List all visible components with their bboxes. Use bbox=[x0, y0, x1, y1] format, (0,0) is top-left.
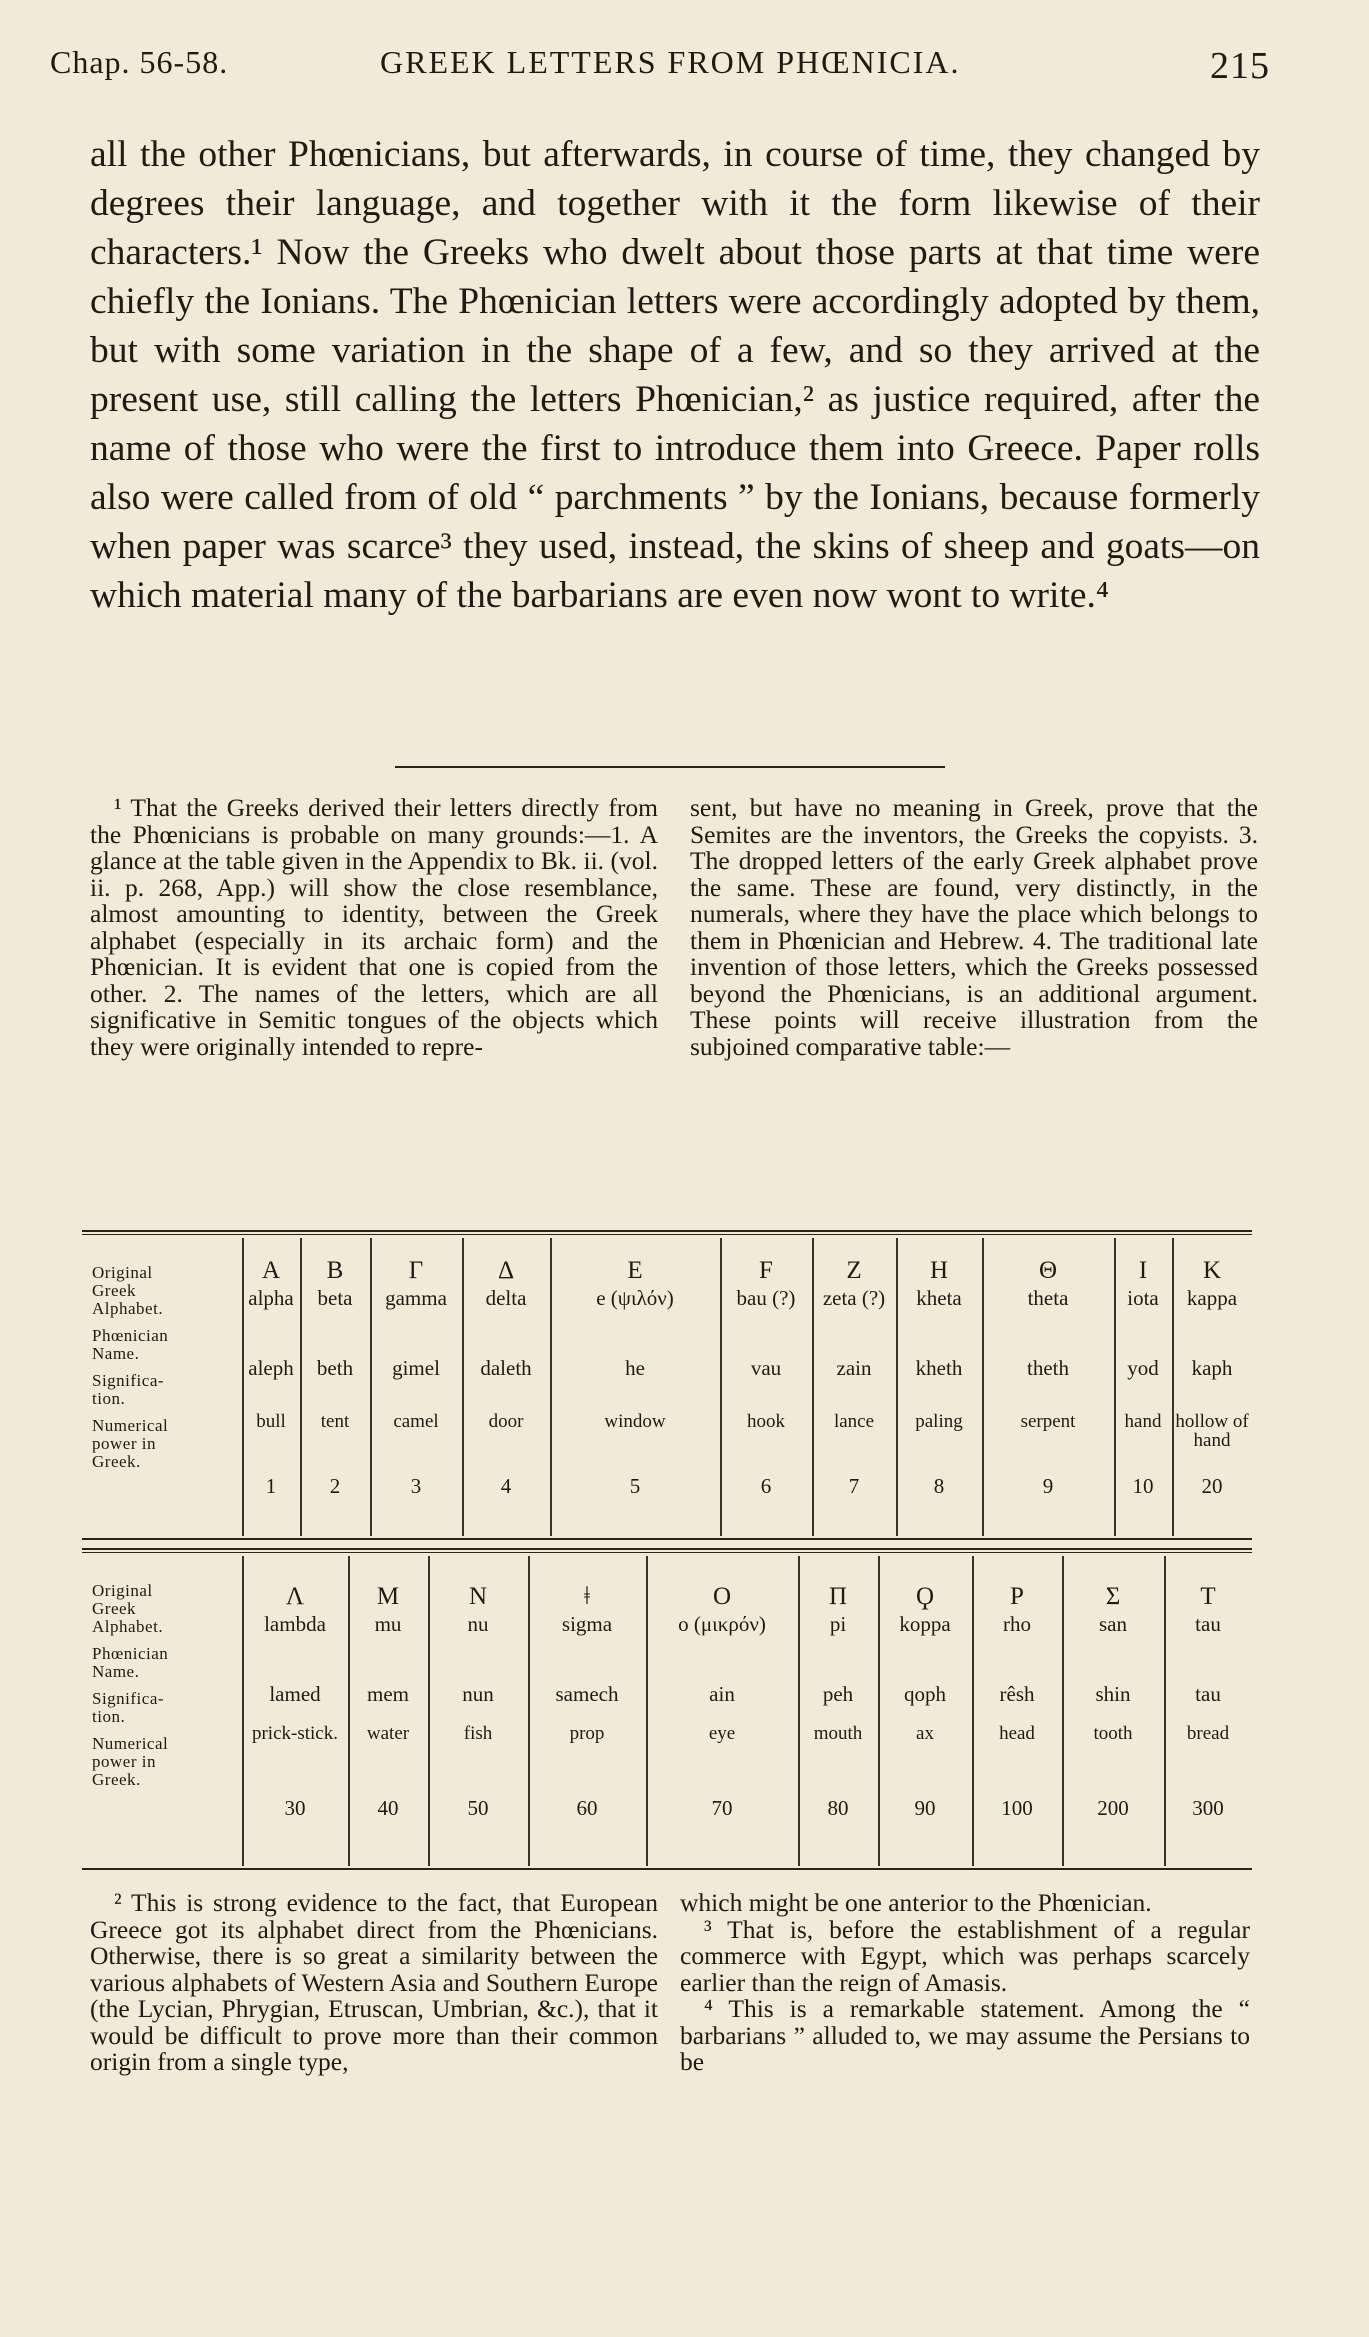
cell-meaning: water bbox=[366, 1723, 410, 1744]
cell-greek: lambda bbox=[264, 1612, 326, 1636]
footnote-2-left bbox=[90, 1890, 658, 2076]
cell-phoenician: rêsh bbox=[999, 1682, 1035, 1706]
main-paragraph: all the other Phœnicians, but afterwards, in course of time, they changed by degrees their language, and together with it the form likewise of their characters.¹ Now the Greeks who dwelt about those parts at that time were chiefly the Ionians. The Phœnician letters were accordingly adopted by them, but with some variation in the shape of a few, and so they arrived at the present use, still calling the letters Phœnician,² as justice required, after the name of those who were the first to introduce them into Greece. Paper rolls also were called from of old “ parchments ” by the Ionians, because formerly when paper was scarce³ they used, instead, the skins of sheep and goats—on which material many of the barbarians are even now wont to write.⁴ bbox=[90, 134, 1260, 616]
cell-symbol: Δ bbox=[497, 1257, 515, 1284]
cell-phoenician: zain bbox=[836, 1356, 872, 1380]
cell-symbol: A bbox=[261, 1257, 281, 1284]
cell-number: 4 bbox=[500, 1474, 512, 1498]
alphabet-table-1 bbox=[82, 1230, 1252, 1540]
cell-greek: delta bbox=[485, 1286, 527, 1310]
cell-number: 70 bbox=[711, 1796, 733, 1820]
label-phoenician-name: Phœnician Name. bbox=[92, 1326, 169, 1363]
cell-phoenician: gimel bbox=[392, 1356, 440, 1380]
cell-number: 2 bbox=[329, 1474, 341, 1498]
cell-meaning: tooth bbox=[1093, 1723, 1133, 1744]
cell-greek: alpha bbox=[248, 1286, 294, 1310]
footnote-2-text: ² This is strong evidence to the fact, that European Greece got its alphabet direct from the Phœnicians. Otherwise, there is so great a similarity between the various alphabets of Western Asia and Southern Europe (the Lycian, Phrygian, Etruscan, Umbrian, &c.), that it would be difficult to prove more than their common origin from a single type, bbox=[90, 1888, 658, 2076]
cell-number: 300 bbox=[1192, 1796, 1224, 1820]
cell-symbol: N bbox=[468, 1583, 488, 1610]
cell-phoenician: lamed bbox=[269, 1682, 321, 1706]
cell-greek: o (μικρόν) bbox=[678, 1612, 766, 1636]
cell-symbol: E bbox=[627, 1257, 643, 1284]
cell-greek: kheta bbox=[916, 1286, 962, 1310]
cell-symbol: Ϙ bbox=[915, 1583, 935, 1610]
cell-number: 7 bbox=[848, 1474, 860, 1498]
cell-number: 30 bbox=[284, 1796, 306, 1820]
cell-phoenician: kheth bbox=[915, 1356, 963, 1380]
cell-meaning: ax bbox=[916, 1723, 934, 1744]
cell-number: 20 bbox=[1201, 1474, 1223, 1498]
cell-number: 90 bbox=[914, 1796, 936, 1820]
cell-phoenician: beth bbox=[316, 1356, 354, 1380]
cell-phoenician: yod bbox=[1127, 1356, 1159, 1380]
cell-greek: beta bbox=[317, 1286, 353, 1310]
cell-symbol: Σ bbox=[1105, 1583, 1121, 1610]
row-labels bbox=[92, 1582, 242, 1798]
table-rule bbox=[82, 1548, 1252, 1550]
footnote-4-text: ⁴ This is a remarkable statement. Among the “ barbarians ” alluded to, we may assume the Persians to be bbox=[680, 1994, 1250, 2076]
cell-greek: theta bbox=[1027, 1286, 1069, 1310]
cell-meaning: mouth bbox=[813, 1723, 863, 1744]
label-original-alphabet: Original Greek Alphabet. bbox=[92, 1581, 164, 1636]
cell-symbol: Π bbox=[828, 1583, 848, 1610]
cell-symbol: H bbox=[929, 1257, 949, 1284]
footnote-3-text: ³ That is, before the establishment of a regular commerce with Egypt, which was perhaps scarcely earlier than the reign of Amasis. bbox=[680, 1914, 1250, 1997]
running-header bbox=[50, 44, 1270, 92]
cell-meaning: door bbox=[488, 1411, 524, 1432]
cell-greek: mu bbox=[374, 1612, 402, 1636]
cell-number: 80 bbox=[827, 1796, 849, 1820]
table-rule bbox=[82, 1230, 1252, 1232]
cell-phoenician: aleph bbox=[248, 1356, 294, 1380]
cell-number: 8 bbox=[933, 1474, 945, 1498]
cell-number: 60 bbox=[576, 1796, 598, 1820]
cell-greek: iota bbox=[1127, 1286, 1159, 1310]
cell-number: 40 bbox=[377, 1796, 399, 1820]
cell-number: 6 bbox=[760, 1474, 772, 1498]
footnote-1-left bbox=[90, 795, 658, 1060]
cell-number: 200 bbox=[1097, 1796, 1129, 1820]
cell-phoenician: kaph bbox=[1191, 1356, 1233, 1380]
label-numerical-power: Numerical power in Greek. bbox=[92, 1734, 169, 1789]
cell-meaning: lance bbox=[833, 1411, 875, 1432]
cell-symbol: F bbox=[759, 1257, 773, 1284]
cell-number: 10 bbox=[1132, 1474, 1154, 1498]
cell-symbol: I bbox=[1138, 1257, 1148, 1284]
cell-meaning: hook bbox=[747, 1411, 785, 1432]
cell-symbol: Γ bbox=[408, 1257, 424, 1284]
cell-phoenician: vau bbox=[750, 1356, 782, 1380]
cell-symbol: ǂ bbox=[583, 1583, 591, 1610]
cell-meaning: fish bbox=[463, 1723, 493, 1744]
cell-greek: koppa bbox=[899, 1612, 951, 1636]
table-rule bbox=[82, 1552, 1252, 1553]
cell-phoenician: shin bbox=[1095, 1682, 1131, 1706]
cell-greek: tau bbox=[1195, 1612, 1221, 1636]
cell-meaning: head bbox=[999, 1723, 1035, 1744]
label-phoenician-name: Phœnician Name. bbox=[92, 1644, 169, 1681]
cell-greek: nu bbox=[467, 1612, 489, 1636]
cell-greek: rho bbox=[1003, 1612, 1031, 1636]
cell-greek: bau (?) bbox=[736, 1286, 796, 1310]
cell-number: 1 bbox=[265, 1474, 277, 1498]
table-rule bbox=[82, 1538, 1252, 1540]
footnote-1-text-left: ¹ That the Greeks derived their letters directly from the Phœnicians is probable on many grounds:—1. A glance at the table given in the Appendix to Bk. ii. (vol. ii. p. 268, App.) will show the close resemblance, almost amounting to identity, between the Greek alphabet (especially in its archaic form) and the Phœnician. It is evident that one is copied from the other. 2. The names of the letters, which are all significative in Semitic tongues of the objects which they were originally intended to repre- bbox=[90, 793, 658, 1061]
alphabet-table-2 bbox=[82, 1548, 1252, 1870]
cell-phoenician: nun bbox=[462, 1682, 494, 1706]
cell-meaning: prop bbox=[569, 1723, 605, 1744]
label-original-alphabet: Original Greek Alphabet. bbox=[92, 1263, 164, 1318]
cell-meaning: prick-stick. bbox=[251, 1723, 338, 1744]
cell-number: 3 bbox=[410, 1474, 422, 1498]
label-signification: Significa- tion. bbox=[92, 1689, 165, 1726]
page-title: GREEK LETTERS FROM PHŒNICIA. bbox=[380, 44, 961, 80]
cell-meaning: camel bbox=[393, 1411, 439, 1432]
cell-phoenician: qoph bbox=[904, 1682, 946, 1706]
cell-phoenician: theth bbox=[1027, 1356, 1069, 1380]
cell-meaning: eye bbox=[708, 1723, 736, 1744]
cell-meaning: bull bbox=[256, 1411, 286, 1432]
cell-meaning: tent bbox=[320, 1411, 350, 1432]
footnote-separator bbox=[395, 766, 945, 768]
cell-phoenician: tau bbox=[1195, 1682, 1221, 1706]
cell-meaning: hand bbox=[1124, 1411, 1162, 1432]
cell-meaning: bread bbox=[1186, 1723, 1230, 1744]
label-numerical-power: Numerical power in Greek. bbox=[92, 1416, 169, 1471]
table-rule bbox=[82, 1234, 1252, 1235]
cell-phoenician: mem bbox=[367, 1682, 409, 1706]
cell-number: 9 bbox=[1042, 1474, 1054, 1498]
cell-meaning: window bbox=[604, 1411, 666, 1432]
cell-symbol: T bbox=[1200, 1583, 1216, 1610]
cell-meaning: paling bbox=[915, 1411, 963, 1432]
cell-greek: kappa bbox=[1186, 1286, 1238, 1310]
cell-symbol: Θ bbox=[1038, 1257, 1058, 1284]
footnote-1-text-right: sent, but have no meaning in Greek, prove that the Semites are the inventors, the Greeks the copyists. 3. The dropped letters of the early Greek alphabet prove the same. These are found, very distinctly, in the numerals, where they have the place which belongs to them in Phœnician and Hebrew. 4. The traditional late invention of those letters, which the Greeks possessed beyond the Phœnicians, is an additional argument. These points will receive illustration from the subjoined comparative table:— bbox=[690, 793, 1258, 1061]
cell-meaning: hollow of hand bbox=[1175, 1411, 1249, 1451]
cell-greek: sigma bbox=[561, 1612, 613, 1636]
cell-symbol: P bbox=[1010, 1583, 1024, 1610]
cell-phoenician: he bbox=[625, 1356, 645, 1380]
chapter-ref: Chap. 56-58. bbox=[50, 44, 229, 80]
cell-greek: gamma bbox=[385, 1286, 447, 1310]
cell-symbol: B bbox=[326, 1257, 344, 1284]
cell-number: 5 bbox=[629, 1474, 641, 1498]
cell-symbol: K bbox=[1202, 1257, 1222, 1284]
row-labels bbox=[92, 1264, 242, 1480]
footnote-2-continued: which might be one anterior to the Phœnician. bbox=[680, 1888, 1152, 1917]
cell-phoenician: peh bbox=[822, 1682, 854, 1706]
footnote-1-right bbox=[690, 795, 1258, 1060]
cell-greek: e (ψιλόν) bbox=[596, 1286, 674, 1310]
cell-meaning: serpent bbox=[1020, 1411, 1076, 1432]
cell-phoenician: daleth bbox=[480, 1356, 532, 1380]
cell-greek: pi bbox=[829, 1612, 847, 1636]
cell-symbol: M bbox=[376, 1583, 400, 1610]
table-rule bbox=[82, 1868, 1252, 1870]
cell-phoenician: samech bbox=[555, 1682, 619, 1706]
cell-symbol: Λ bbox=[285, 1583, 305, 1610]
page-number: 215 bbox=[1210, 45, 1270, 87]
cell-greek: san bbox=[1099, 1612, 1127, 1636]
cell-symbol: O bbox=[712, 1583, 732, 1610]
cell-symbol: Z bbox=[846, 1257, 862, 1284]
cell-number: 100 bbox=[1001, 1796, 1033, 1820]
label-signification: Significa- tion. bbox=[92, 1371, 165, 1408]
footnotes-right bbox=[680, 1890, 1250, 2076]
cell-number: 50 bbox=[467, 1796, 489, 1820]
cell-phoenician: ain bbox=[709, 1682, 735, 1706]
cell-greek: zeta (?) bbox=[822, 1286, 886, 1310]
